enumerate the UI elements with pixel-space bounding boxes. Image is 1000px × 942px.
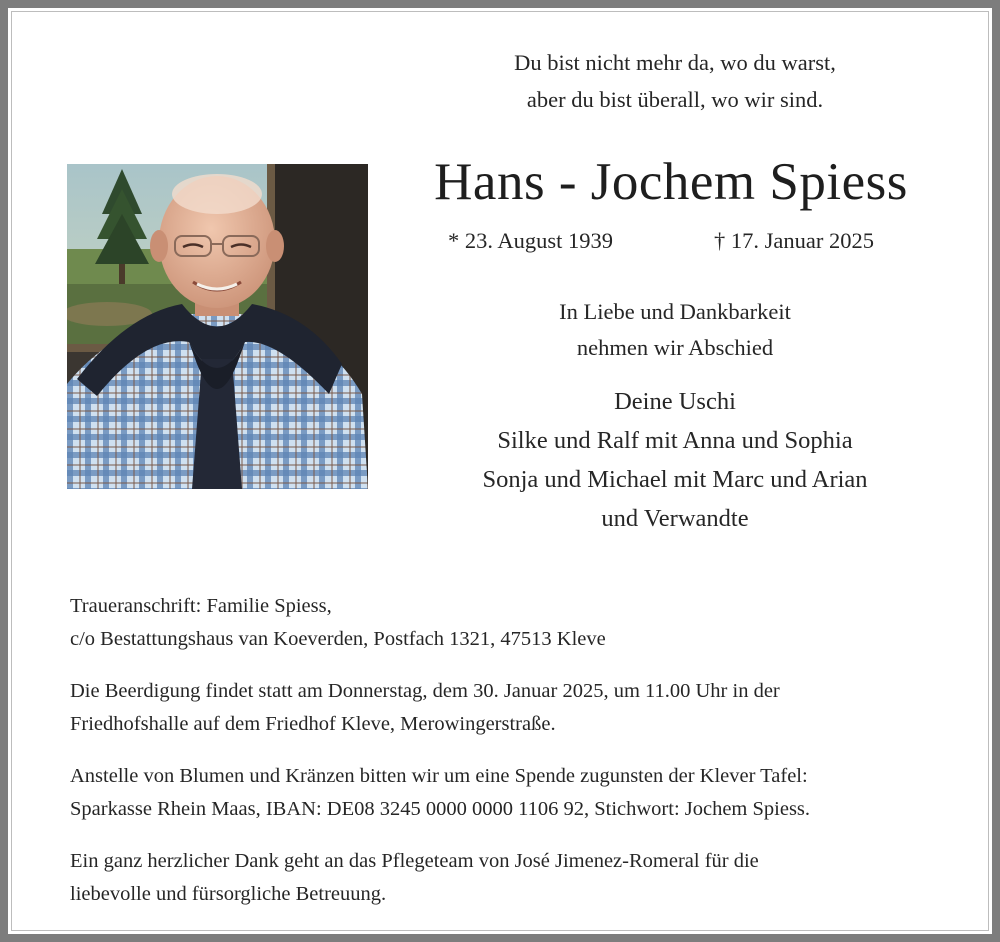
portrait-illustration — [67, 164, 368, 489]
donation-request — [70, 760, 940, 826]
birth-date: * 23. August 1939 — [448, 228, 614, 253]
motto-line-2: aber du bist überall, wo wir sind. — [526, 87, 824, 112]
funeral-line-1: Die Beerdigung findet statt am Donnerstag, dem 30. Januar 2025, um 11.00 Uhr in der — [70, 680, 780, 702]
mourning-address — [70, 590, 940, 656]
farewell-line-2: nehmen wir Abschied — [576, 335, 774, 360]
mourner-line: Deine Uschi — [614, 388, 736, 415]
funeral-details — [70, 675, 940, 741]
address-line-2: c/o Bestattungshaus van Koeverden, Postfach 1321, 47513 Kleve — [70, 628, 606, 650]
funeral-line-2: Friedhofshalle auf dem Friedhof Kleve, Merowingerstraße. — [70, 713, 556, 735]
gratitude-line-1: Ein ganz herzlicher Dank geht an das Pflegeteam von José Jimenez-Romeral für die — [70, 850, 759, 872]
mourner-line: Silke und Ralf mit Anna und Sophia — [497, 427, 853, 454]
donation-line-2: Sparkasse Rhein Maas, IBAN: DE08 3245 0000 0000 1106 92, Stichwort: Jochem Spiess. — [70, 798, 811, 820]
mourners-list — [420, 382, 930, 538]
portrait-photo — [67, 164, 368, 489]
gratitude-line-2: liebevolle und fürsorgliche Betreuung. — [70, 883, 387, 905]
motto-quote — [420, 44, 930, 118]
death-date: † 17. Januar 2025 — [714, 228, 874, 253]
deceased-name: Hans - Jochem Spiess — [434, 153, 908, 211]
gratitude-note — [70, 845, 940, 911]
mourner-line: Sonja und Michael mit Marc und Arian — [482, 466, 868, 493]
mourner-line: und Verwandte — [601, 505, 749, 532]
farewell-text — [420, 294, 930, 366]
motto-line-1: Du bist nicht mehr da, wo du warst, — [514, 50, 836, 75]
farewell-line-1: In Liebe und Dankbarkeit — [559, 299, 791, 324]
address-line-1: Traueranschrift: Familie Spiess, — [70, 595, 332, 617]
donation-line-1: Anstelle von Blumen und Kränzen bitten wir um eine Spende zugunsten der Klever Tafel: — [70, 765, 808, 787]
